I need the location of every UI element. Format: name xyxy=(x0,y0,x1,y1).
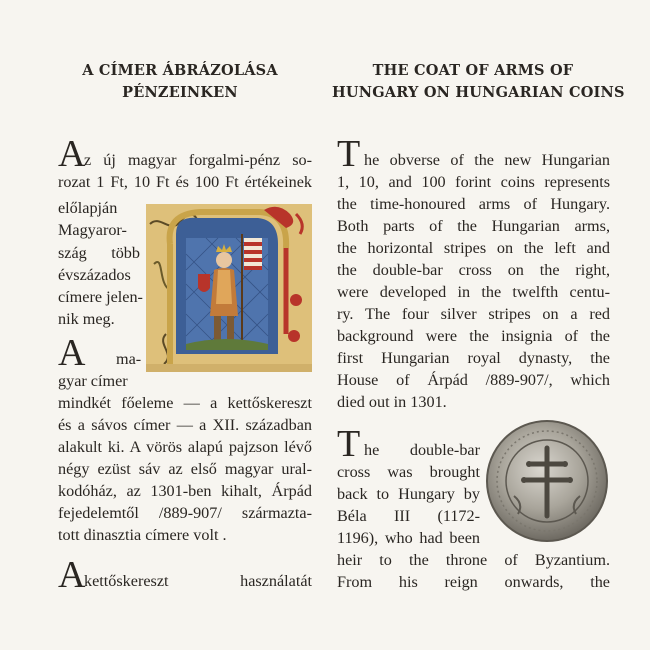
text-line: he double-bar xyxy=(364,441,480,459)
left-heading-line: PÉNZEINKEN xyxy=(122,84,238,101)
text-line: kettőskereszt használatát xyxy=(84,572,312,590)
text-line: tott dinasztia címere volt . xyxy=(58,526,227,544)
drop-cap: T xyxy=(337,423,361,465)
text-line: From his reign onwards, the xyxy=(337,573,610,591)
text-line: mindkét főeleme — a kettőskereszt xyxy=(58,394,312,412)
text-line: background were the insignia of the xyxy=(337,327,610,345)
text-line: House of Árpád /889-907/, which xyxy=(337,371,610,389)
drop-cap: A xyxy=(58,554,86,596)
text-line: gyar címer xyxy=(58,372,128,390)
text-line: ry. The four silver stripes on a red xyxy=(337,305,610,323)
text-line: fejedelemtől /889-907/ származta- xyxy=(58,504,312,522)
text-line: 1196), who had been xyxy=(337,529,480,547)
text-line: és a sávos címer — a XII. században xyxy=(58,416,312,434)
text-line: died out in 1301. xyxy=(337,393,447,411)
right-heading-line: HUNGARY ON HUNGARIAN COINS xyxy=(332,84,625,101)
text-line: the time-honoured arms of Hungary. xyxy=(337,195,610,213)
text-line: Béla III (1172- xyxy=(337,507,480,525)
right-heading-line: THE COAT OF ARMS OF xyxy=(372,62,574,79)
text-line: címere jelen- xyxy=(58,288,143,306)
illuminated-initial-image xyxy=(146,204,312,372)
text-line: alakult ki. A vörös alapú pajzson lévő xyxy=(58,438,312,456)
text-line: back to Hungary by xyxy=(337,485,480,503)
text-line: 1, 10, and 100 forint coins represents xyxy=(337,173,610,191)
coin-image xyxy=(484,418,610,544)
text-line: négy ezüst sáv az első magyar ural- xyxy=(58,460,312,478)
text-line: z új magyar forgalmi-pénz so- xyxy=(84,151,312,169)
text-line: first Hungarian royal dynasty, the xyxy=(337,349,610,367)
text-line: rozat 1 Ft, 10 Ft és 100 Ft értékeinek xyxy=(58,173,312,191)
text-line: előlapján xyxy=(58,199,118,217)
left-column-heading xyxy=(50,60,310,104)
text-line: Magyaror- xyxy=(58,221,127,239)
text-line: kodóház, az 1301-ben kihalt, Árpád xyxy=(58,482,312,500)
drop-cap: A xyxy=(58,133,86,175)
text-line: ma- xyxy=(116,350,142,368)
text-line: he obverse of the new Hungarian xyxy=(364,151,610,169)
text-line: cross was brought xyxy=(337,463,480,481)
right-column-heading xyxy=(332,60,625,104)
text-line: the horizontal stripes on the left and xyxy=(337,239,610,257)
text-line: heir to the throne of Byzantium. xyxy=(337,551,610,569)
left-heading-line: A CÍMER ÁBRÁZOLÁSA xyxy=(82,62,278,79)
text-line: Both parts of the Hungarian arms, xyxy=(337,217,610,235)
drop-cap: T xyxy=(337,133,361,175)
drop-cap: A xyxy=(58,332,86,374)
text-line: évszázados xyxy=(58,266,131,284)
text-line: the double-bar cross on the right, xyxy=(337,261,610,279)
text-line: were developed in the twelfth centu- xyxy=(337,283,610,301)
text-line: nik meg. xyxy=(58,310,115,328)
text-line: szág több xyxy=(58,244,140,262)
